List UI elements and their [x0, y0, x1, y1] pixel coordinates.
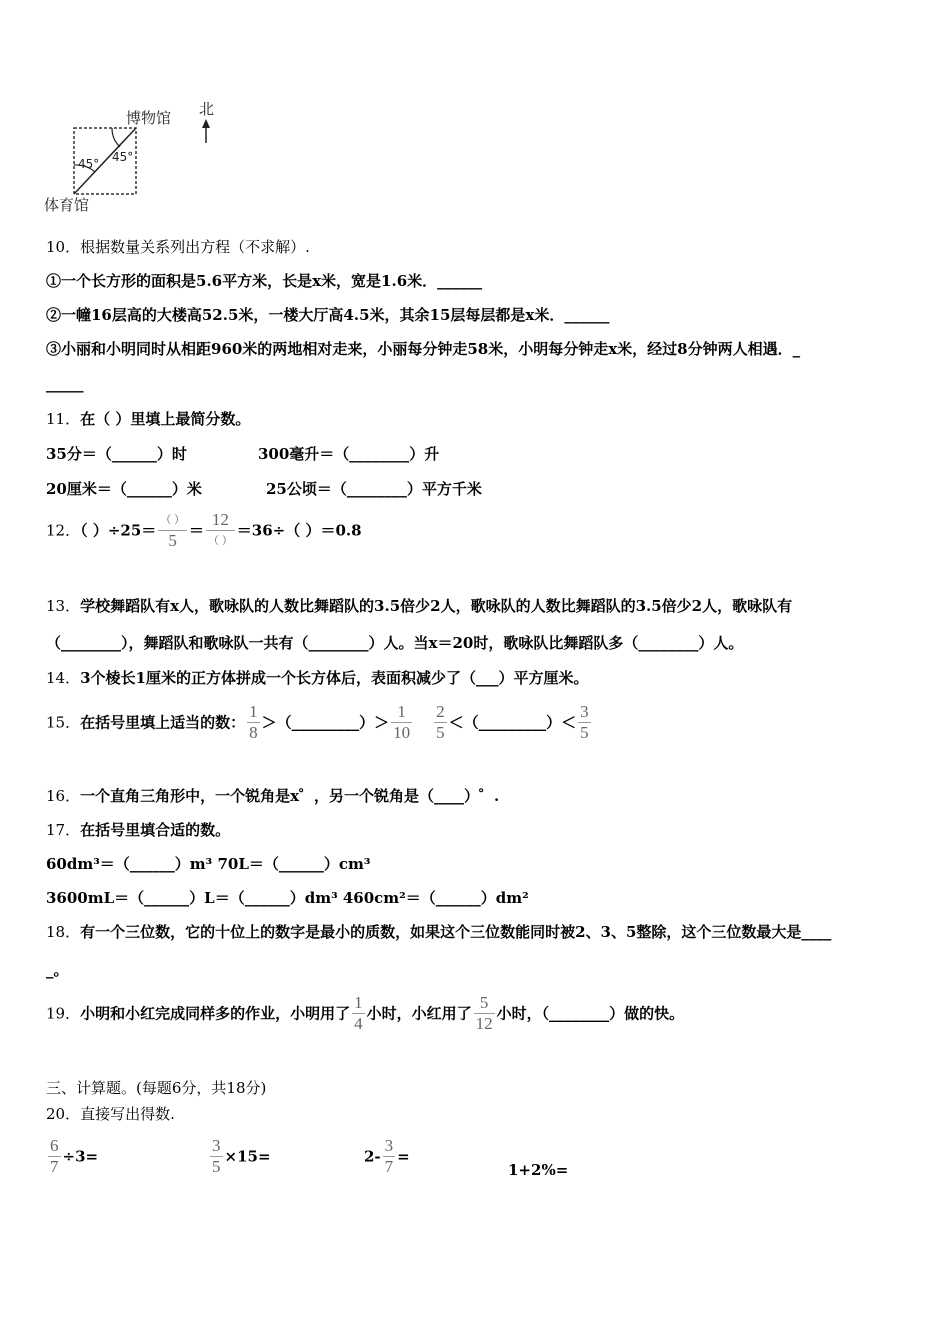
q20-expr-2: $\frac{3}{5}$ ×15= [212, 1136, 271, 1176]
q20-fraction-1: $\frac{6}{7}$ [50, 1136, 59, 1176]
q18-line2: _。 [46, 961, 69, 979]
q15-line: 15．在括号里填上适当的数： $\frac{1}{8}$ ＞（_________）＞ $\frac{1}{10}$ $\frac{2}{5}$ ＜（_________）＜ $\frac{3}{5}$ [46, 702, 589, 742]
q19-line: 19．小明和小红完成同样多的作业，小明用了 $\frac{1}{4}$ 小时，小红用了 $\frac{5}{12}$ 小时，（________）做的快。 [46, 993, 685, 1033]
q11-a: 35分＝（______）时 [46, 445, 187, 463]
q16-line: 16．一个直角三角形中，一个锐角是x゜，另一个锐角是（____）゜. [46, 787, 500, 805]
q15-fraction-1: $\frac{1}{8}$ [249, 702, 258, 742]
angle-arc-right [112, 128, 120, 147]
q11-title: 11．在（ ）里填上最简分数。 [46, 410, 251, 428]
q15-fraction-2: $\frac{1}{10}$ [393, 702, 411, 742]
q10-s3: ③小丽和小明同时从相距960米的两地相对走来，小丽每分钟走58米，小明每分钟走x米，经过8分钟两人相遇．_ [46, 340, 801, 358]
q20-expr-4: 1+2%= [508, 1161, 569, 1179]
q10-s1: ①一个长方形的面积是5.6平方米，长是x米，宽是1.6米．______ [46, 272, 483, 290]
q19-fraction-2: $\frac{5}{12}$ [475, 993, 493, 1033]
q14-line: 14．3个棱长1厘米的正方体拼成一个长方体后，表面积减少了（___）平方厘米。 [46, 669, 589, 687]
q10-s3-cont: _____ [46, 375, 84, 393]
q19-fraction-1: $\frac{1}{4}$ [354, 993, 363, 1033]
angle-left-label: 45° [78, 157, 100, 171]
q20-expr-3: 2- $\frac{3}{7}$ = [364, 1136, 410, 1176]
q17-title: 17．在括号里填合适的数。 [46, 821, 231, 839]
q12-fraction-2: $\frac{12}{( )}$ [206, 510, 235, 551]
q15-fraction-3: $\frac{2}{5}$ [436, 702, 445, 742]
q12-fraction-1: $\frac{( )}{5}$ [160, 514, 186, 550]
q17-line1: 60dm³＝（______）m³ 70L＝（______）cm³ [46, 855, 371, 873]
q20-fraction-2: $\frac{3}{5}$ [212, 1136, 221, 1176]
direction-diagram [40, 95, 230, 215]
q17-line2: 3600mL＝（______）L＝（______）dm³ 460cm²＝（______）dm² [46, 889, 529, 907]
north-arrow-icon [202, 119, 210, 128]
angle-right-label: 45° [112, 150, 134, 164]
section3-title: 三、计算题。(每题6分，共18分) [46, 1079, 267, 1097]
q11-c: 20厘米＝（______）米 [46, 480, 202, 498]
q13-line2: （________），舞蹈队和歌咏队一共有（________）人。当x＝20时，歌咏队比舞蹈队多（________）人。 [46, 634, 744, 652]
gym-label: 体育馆 [44, 196, 90, 214]
q10-title: 10．根据数量关系列出方程（不求解）. [46, 238, 310, 256]
q20-expr-1: $\frac{6}{7}$ ÷3= [50, 1136, 99, 1176]
q10-s2: ②一幢16层高的大楼高52.5米，一楼大厅高4.5米，其余15层每层都是x米．______ [46, 306, 610, 324]
q20-fraction-3: $\frac{3}{7}$ [384, 1136, 394, 1176]
q12-line: 12．（ ）÷25＝ $\frac{( )}{5}$ ＝ $\frac{12}{( )}$ ＝36÷（ ）＝0.8 [46, 510, 362, 550]
q11-b: 300毫升＝（________）升 [258, 445, 440, 463]
north-label: 北 [199, 100, 215, 118]
museum-label: 博物馆 [126, 109, 172, 127]
q18-line1: 18．有一个三位数，它的十位上的数字是最小的质数，如果这个三位数能同时被2、3、5整除，这个三位数最大是____ [46, 923, 832, 941]
q20-title: 20．直接写出得数. [46, 1105, 175, 1123]
q15-fraction-4: $\frac{3}{5}$ [580, 702, 589, 742]
q11-d: 25公顷＝（________）平方千米 [266, 480, 482, 498]
q13-line1: 13．学校舞蹈队有x人，歌咏队的人数比舞蹈队的3.5倍少2人，歌咏队的人数比舞蹈队的3.5倍少2人，歌咏队有 [46, 597, 793, 615]
